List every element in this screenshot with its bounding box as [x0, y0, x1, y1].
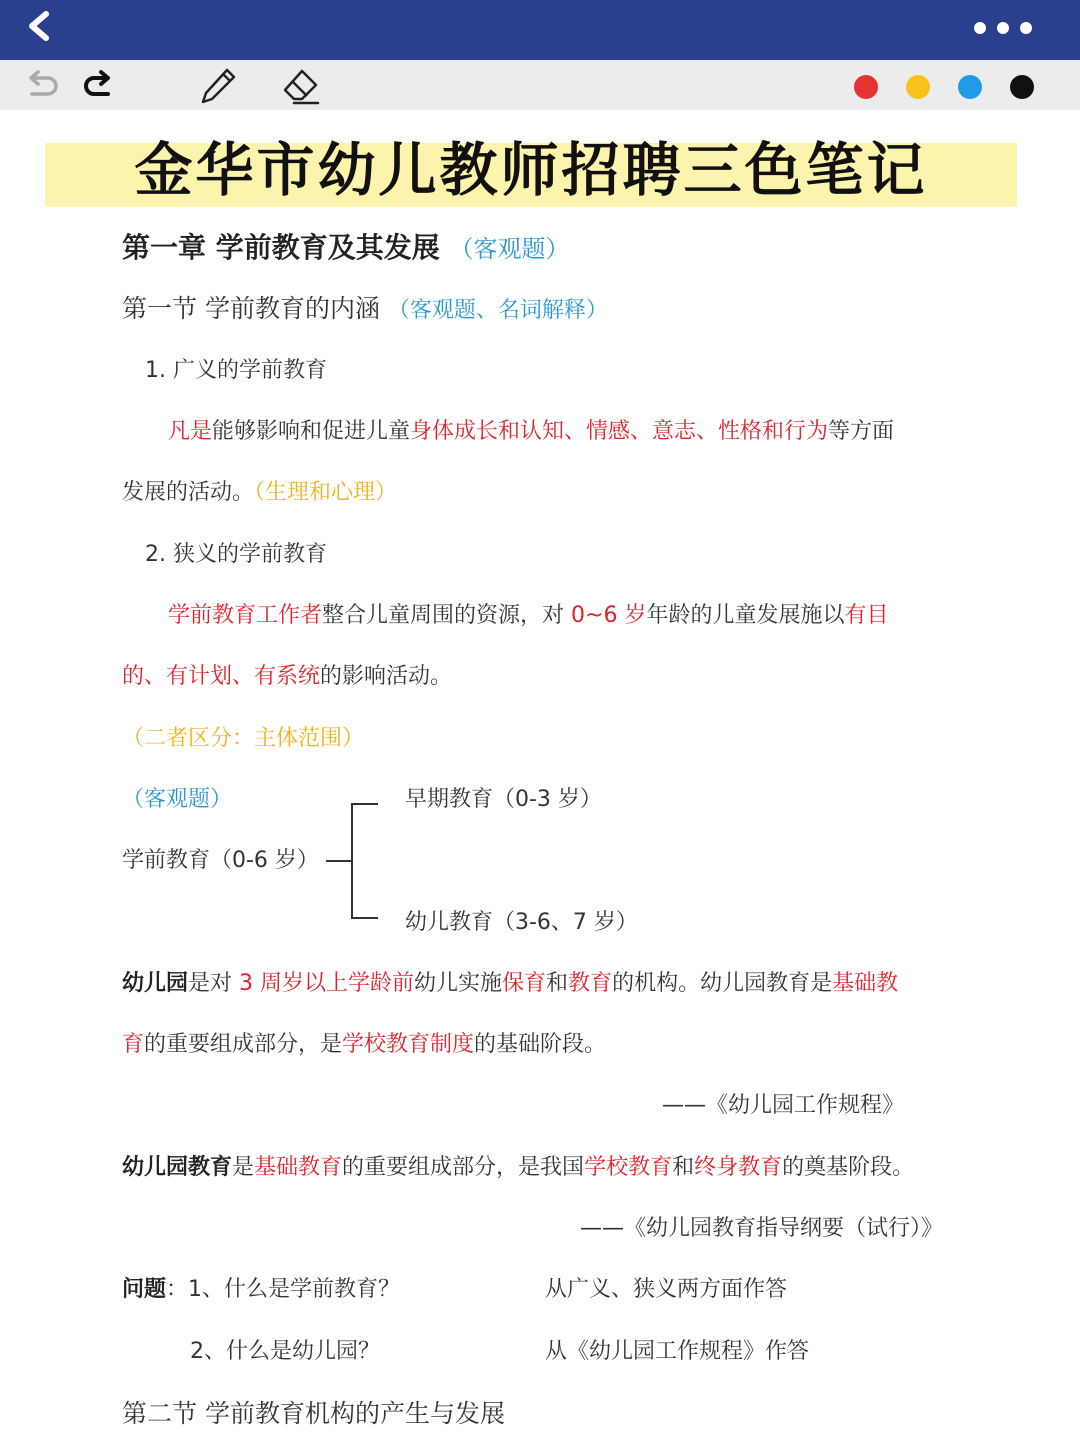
- highlight-text: 教育: [568, 971, 613, 996]
- body-text: 的机构。幼儿园教育是: [612, 971, 833, 996]
- body-text: 能够影响和促进儿童: [212, 419, 411, 444]
- paragraph-line: [122, 1153, 914, 1183]
- redo-button[interactable]: [78, 66, 118, 106]
- note-text: （生理和心理）: [254, 480, 398, 505]
- color-red-button[interactable]: [854, 75, 878, 99]
- paragraph-line: [122, 1030, 606, 1060]
- body-text: 的重要组成部分，是: [144, 1032, 343, 1057]
- highlight-text: 育: [122, 1032, 145, 1057]
- highlight-text: 学校教育: [584, 1155, 673, 1180]
- highlight-text: 基础教育: [254, 1155, 343, 1180]
- body-text: 幼儿实施: [414, 971, 503, 996]
- body-text: 的影响活动。: [320, 664, 453, 689]
- difference-note: （二者区分：主体范围）: [122, 726, 365, 751]
- paragraph-line: [122, 969, 898, 999]
- diagram-branch-kindergarten: 幼儿教育（3-6、7 岁）: [405, 910, 638, 935]
- paragraph-line: [122, 478, 397, 508]
- bold-term: 幼儿园教育: [122, 1155, 233, 1180]
- question-line: [122, 1275, 400, 1305]
- body-text: 发展的活动。: [122, 480, 255, 505]
- eraser-tool[interactable]: [280, 66, 320, 106]
- pencil-icon: [198, 66, 238, 106]
- back-arrow-icon: [20, 8, 60, 48]
- chapter-heading: [122, 230, 570, 267]
- item-heading: 1. 广义的学前教育: [145, 358, 327, 383]
- more-dots-icon: [970, 16, 1040, 40]
- question-text: ：1、什么是学前教育？: [166, 1277, 401, 1302]
- color-yellow-button[interactable]: [906, 75, 930, 99]
- chapter-tag: （客观题）: [449, 235, 570, 263]
- bold-term: 幼儿园: [122, 971, 189, 996]
- paragraph-line: [122, 662, 452, 692]
- color-blue-button[interactable]: [958, 75, 982, 99]
- diagram-root: 学前教育（0-6 岁）: [122, 848, 319, 873]
- body-text: 和: [546, 971, 569, 996]
- item-heading: 2. 狭义的学前教育: [145, 542, 327, 567]
- section-title: 第一节 学前教育的内涵: [122, 294, 380, 323]
- eraser-icon: [280, 66, 320, 106]
- highlight-text: 学前教育工作者: [168, 603, 323, 628]
- question-text: 2、什么是幼儿园？: [190, 1339, 380, 1364]
- body-text: 等方面: [828, 419, 895, 444]
- top-app-bar: [0, 0, 1080, 60]
- body-text: 是: [232, 1155, 255, 1180]
- color-black-button[interactable]: [1010, 75, 1034, 99]
- body-text: 的基础阶段。: [474, 1032, 607, 1057]
- back-button[interactable]: [20, 8, 60, 48]
- diagram-branch-early: 早期教育（0-3 岁）: [405, 787, 602, 812]
- paragraph-line: [168, 601, 888, 631]
- body-text: 的重要组成部分，是我国: [342, 1155, 585, 1180]
- body-text: 整合儿童周围的资源，对: [322, 603, 572, 628]
- body-text: 是对: [188, 971, 240, 996]
- highlight-text: 学校教育制度: [342, 1032, 475, 1057]
- section-tag: （客观题、名词解释）: [387, 298, 608, 323]
- highlight-text: 0~6 岁: [571, 603, 647, 628]
- undo-icon: [20, 66, 60, 106]
- section-heading: 第二节 学前教育机构的产生与发展: [122, 1399, 505, 1428]
- highlight-text: 有目: [844, 603, 889, 628]
- redo-icon: [78, 66, 118, 106]
- highlight-text: 的、有计划、有系统: [122, 664, 321, 689]
- paragraph-line: [168, 417, 894, 447]
- more-options-button[interactable]: [970, 16, 1040, 40]
- highlight-text: 终身教育: [694, 1155, 783, 1180]
- question-label: 问题: [122, 1277, 167, 1302]
- body-text: 的奠基阶段。: [782, 1155, 915, 1180]
- answer-hint: 从《幼儿园工作规程》作答: [545, 1339, 810, 1364]
- highlight-text: 保育: [502, 971, 547, 996]
- section-heading: [122, 293, 608, 327]
- body-text: 年龄的儿童发展施以: [646, 603, 845, 628]
- citation: ——《幼儿园工作规程》: [662, 1093, 905, 1118]
- chapter-title: 第一章 学前教育及其发展: [122, 231, 440, 264]
- page-title: 金华市幼儿教师招聘三色笔记: [134, 136, 928, 204]
- answer-hint: 从广义、狭义两方面作答: [545, 1277, 788, 1302]
- highlight-text: 身体成长和认知、情感、意志、性格和行为: [410, 419, 829, 444]
- body-text: 和: [672, 1155, 695, 1180]
- highlight-text: 3 周岁以上学龄前: [239, 971, 415, 996]
- highlight-text: 基础教: [832, 971, 899, 996]
- pencil-tool[interactable]: [198, 66, 238, 106]
- highlight-text: 凡是: [168, 419, 213, 444]
- undo-button[interactable]: [20, 66, 60, 106]
- citation: ——《幼儿园教育指导纲要（试行）》: [580, 1216, 944, 1241]
- diagram-tag: （客观题）: [122, 787, 233, 812]
- diagram-brace: [318, 800, 382, 922]
